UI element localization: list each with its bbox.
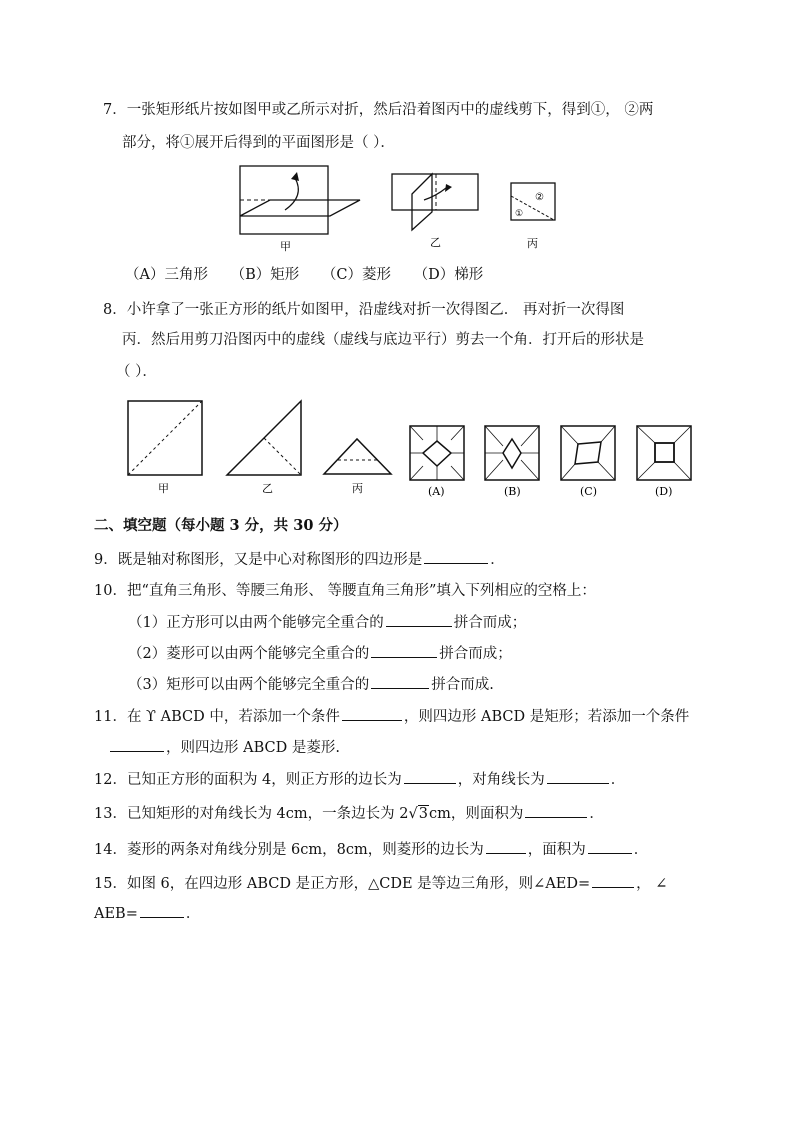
- q11-line2: [108, 737, 340, 758]
- q10-sub2: [128, 643, 512, 664]
- section-title: 二、填空题（每小题 3 分，共 30 分）: [94, 517, 348, 534]
- q14-end: ．: [633, 842, 649, 858]
- q8-fig-yi-fold: [264, 438, 301, 475]
- q8-label-yi: 乙: [262, 482, 273, 495]
- q8-line3: （ ）．: [116, 364, 157, 380]
- q8-option-c-folds: [561, 426, 615, 480]
- q7-options: [125, 265, 483, 285]
- q15-line2: [94, 903, 200, 924]
- q15-end: ．: [185, 906, 201, 922]
- q13: [94, 803, 604, 824]
- sqrt-symbol: √3: [408, 806, 428, 822]
- answer-blank[interactable]: [342, 706, 402, 721]
- q10-line1: 10．把“直角三角形、等腰三角形、 等腰直角三角形”填入下列相应的空格上：: [94, 583, 596, 599]
- q8-option-a-folds: [410, 426, 464, 480]
- q8-option-c-hole: [575, 442, 601, 464]
- q10-sub2-text: （2）菱形可以由两个能够完全重合的: [128, 646, 370, 662]
- fig-yi-rect: [392, 174, 478, 210]
- q7-line2: 部分，将①展开后得到的平面图形是（ ）．: [122, 135, 395, 151]
- option-c: （C）菱形: [321, 267, 391, 283]
- q12-text: 12．已知正方形的面积为 4，则正方形的边长为: [94, 772, 402, 788]
- answer-blank[interactable]: [424, 549, 488, 564]
- q8-option-d-folds: [637, 426, 691, 480]
- answer-blank[interactable]: [371, 674, 429, 689]
- q8-label-b: (B): [504, 485, 521, 498]
- answer-blank[interactable]: [371, 643, 437, 658]
- q8-option-a-hole: [423, 441, 451, 466]
- q8-label-bing: 丙: [352, 482, 363, 495]
- option-a: （A）三角形: [125, 267, 208, 283]
- fig-label-yi: 乙: [430, 236, 441, 249]
- answer-blank[interactable]: [547, 769, 609, 784]
- answer-blank[interactable]: [404, 769, 456, 784]
- q15-line1: [94, 873, 667, 894]
- fig-label-jia: 甲: [280, 240, 291, 253]
- q7-line1: 7．一张矩形纸片按如图甲或乙所示对折，然后沿着图丙中的虚线剪下，得到①， ②两: [103, 102, 654, 118]
- q15-mid: ， ∠: [636, 876, 668, 892]
- q9: [94, 549, 505, 570]
- q8-option-d-hole: [655, 443, 674, 462]
- mark-2: ②: [535, 192, 544, 203]
- answer-blank[interactable]: [386, 612, 452, 627]
- q8-label-a: (A): [428, 485, 445, 498]
- q11-line1: [94, 706, 689, 727]
- answer-blank[interactable]: [110, 737, 164, 752]
- q8-figures: [0, 395, 794, 505]
- q10-sub1-end: 拼合而成；: [453, 615, 527, 631]
- option-d: （D）梯形: [413, 267, 484, 283]
- q15-text: 15．如图 6，在四边形 ABCD 是正方形，△CDE 是等边三角形，则∠AED=: [94, 876, 591, 892]
- q10-sub1-text: （1）正方形可以由两个能够完全重合的: [128, 615, 384, 631]
- q11-text: 11．在 ϒ ABCD 中，若添加一个条件: [94, 709, 340, 725]
- answer-blank[interactable]: [592, 873, 634, 888]
- q8-fig-jia: [128, 401, 202, 475]
- q13-text: 13．已知矩形的对角线长为 4cm，一条边长为 2: [94, 806, 409, 822]
- q11-end: ，则四边形 ABCD 是菱形.: [166, 740, 340, 756]
- q15-text2: AEB=: [94, 906, 138, 922]
- q14-mid: ，面积为: [527, 842, 586, 858]
- q14: [94, 839, 648, 860]
- q8-line1: 8．小许拿了一张正方形的纸片如图甲，沿虚线对折一次得图乙． 再对折一次得图: [103, 302, 625, 318]
- q12-end: ．: [610, 772, 626, 788]
- q7-figures: [0, 160, 794, 260]
- arrow-head-icon: [291, 172, 299, 181]
- fig-jia-folded: [240, 200, 360, 216]
- q8-option-b-hole: [503, 439, 521, 468]
- q8-option-b-folds: [485, 426, 539, 480]
- answer-blank[interactable]: [486, 839, 526, 854]
- q14-text: 14．菱形的两条对角线分别是 6cm，8cm，则菱形的边长为: [94, 842, 484, 858]
- q10-sub1: [128, 612, 526, 633]
- q13-end: ．: [589, 806, 604, 822]
- mark-1: ①: [515, 209, 524, 219]
- q10-sub3: [128, 674, 494, 695]
- fig-jia-arrow: [285, 178, 298, 210]
- sqrt-radicand: 3: [418, 806, 428, 822]
- q10-sub3-text: （3）矩形可以由两个能够完全重合的: [128, 677, 370, 693]
- q10-sub3-end: 拼合而成.: [431, 677, 494, 693]
- fig-yi-arrow: [424, 188, 446, 200]
- q8-line2: 丙．然后用剪刀沿图丙中的虚线（虚线与底边平行）剪去一个角．打开后的形状是: [122, 332, 644, 348]
- q11-mid: ，则四边形 ABCD 是矩形；若添加一个条件: [403, 709, 690, 725]
- q12-mid: ，对角线长为: [457, 772, 545, 788]
- q8-label-jia: 甲: [158, 482, 169, 495]
- q8-fig-jia-diag: [128, 401, 202, 475]
- answer-blank[interactable]: [140, 903, 184, 918]
- fig-yi-folded: [412, 174, 432, 230]
- fig-label-bing: 丙: [527, 237, 538, 250]
- q8-fig-bing: [324, 439, 391, 474]
- q8-label-d: (D): [655, 485, 673, 498]
- q8-label-c: (C): [580, 485, 597, 498]
- answer-blank[interactable]: [588, 839, 632, 854]
- q10-sub2-end: 拼合而成；: [439, 646, 512, 662]
- arrow-head-icon: [445, 184, 452, 192]
- q9-end: ．: [490, 552, 505, 568]
- q12: [94, 769, 625, 790]
- q13-mid: cm，则面积为: [428, 806, 524, 822]
- option-b: （B）矩形: [230, 267, 300, 283]
- q9-text: 9．既是轴对称图形，又是中心对称图形的四边形是: [94, 552, 423, 568]
- answer-blank[interactable]: [525, 803, 587, 818]
